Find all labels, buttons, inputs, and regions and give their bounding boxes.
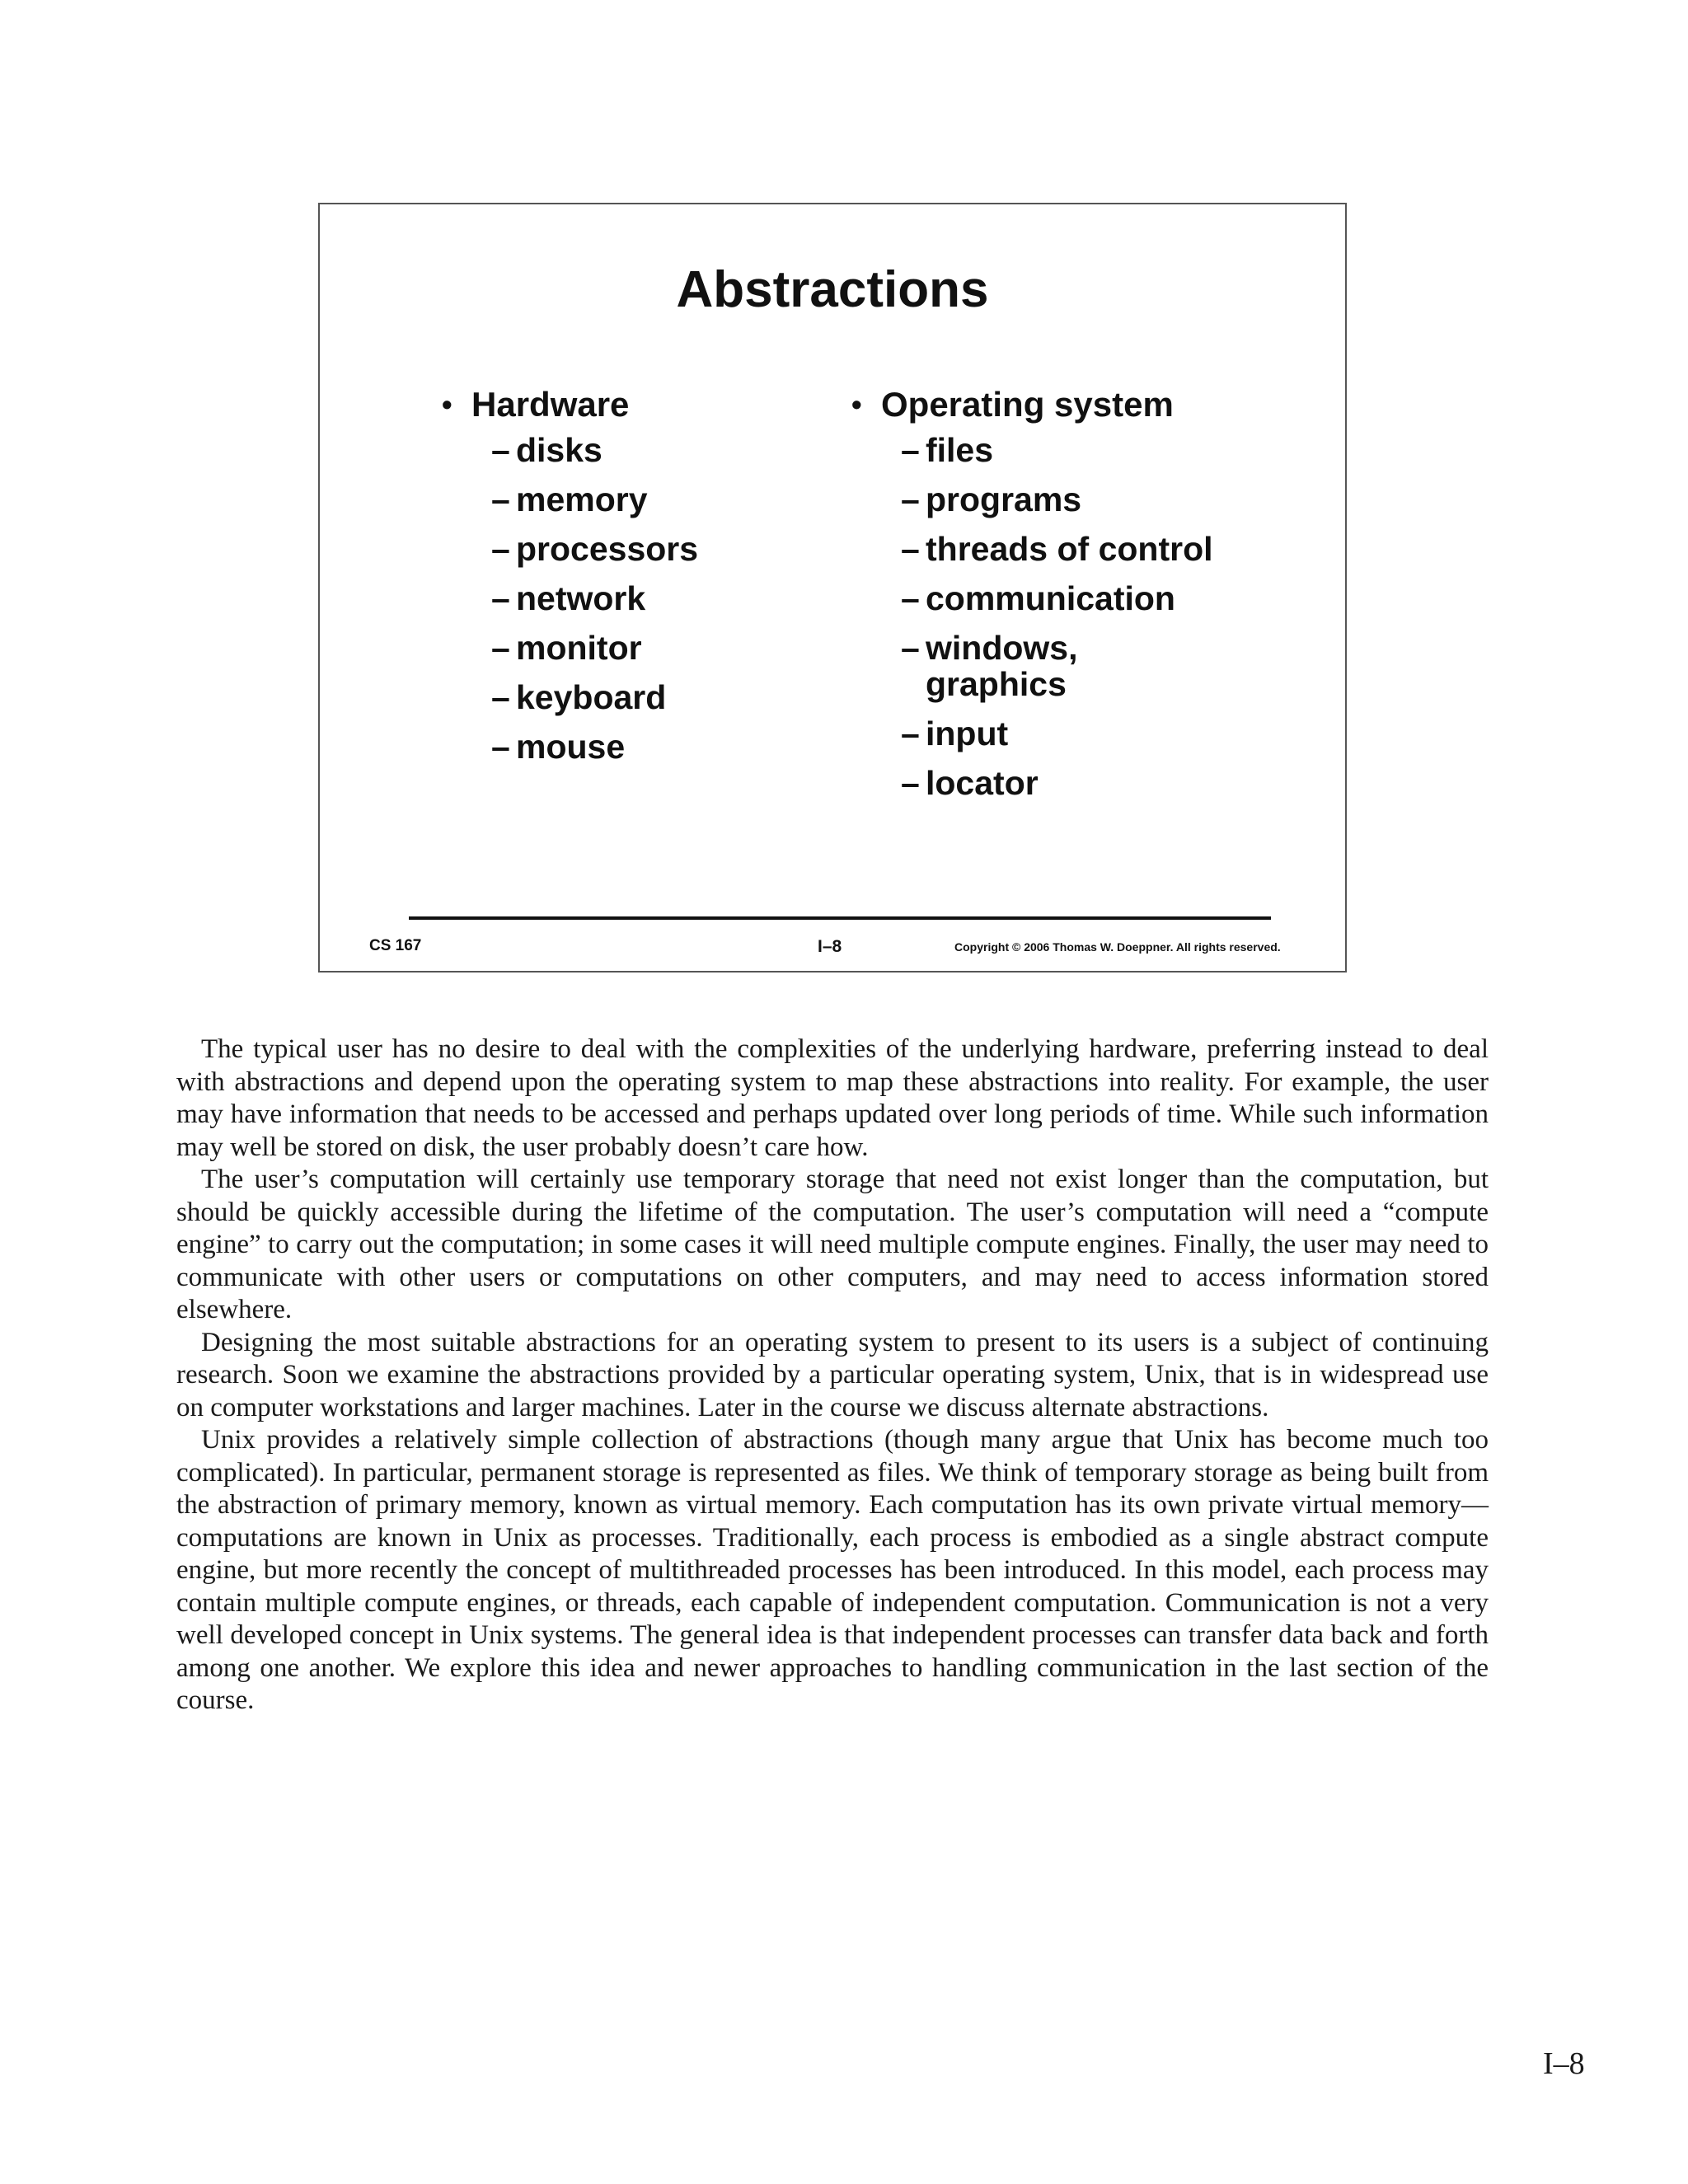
list-item: – memory xyxy=(491,480,648,519)
dash-icon: – xyxy=(901,431,920,470)
dash-icon: – xyxy=(491,530,510,569)
bullet-icon: • xyxy=(851,387,862,421)
hardware-heading xyxy=(442,384,698,425)
paragraph: The typical user has no desire to deal with the complexities of the underlying hardware, preferring instead to deal with abstractions and depend upon the operating system to map these abstractions into reality. For example, the user may have information that needs to be accessed and perhaps updated over long periods of time. While such information may well be stored on disk, the user probably doesn’t care how. xyxy=(176,1034,1489,1162)
paragraph: The user’s computation will certainly use temporary storage that need not exist longer than the computation, but should be quickly accessible during the lifetime of the computation. The user’s computation will need a “compute engine” to carry out the computation; in some cases it will need multiple compute engines. Finally, the user may need to communicate with other users or computations on other computers, and may need to access information stored elsewhere. xyxy=(176,1165,1489,1324)
os-heading xyxy=(851,384,1213,425)
list-item: – monitor xyxy=(491,629,642,668)
dash-icon: – xyxy=(491,629,510,668)
slide-frame xyxy=(318,203,1347,972)
slide-footer-number: I–8 xyxy=(818,937,842,956)
notes-body xyxy=(176,1033,1489,1718)
dash-icon: – xyxy=(901,480,920,519)
dash-icon: – xyxy=(901,629,920,668)
list-item: – disks xyxy=(491,431,603,470)
slide-title: Abstractions xyxy=(676,261,989,318)
list-item: – keyboard xyxy=(491,678,667,717)
list-item: – files xyxy=(901,431,994,470)
page-number: I–8 xyxy=(1543,2046,1585,2081)
list-item: – locator xyxy=(901,764,1039,803)
paragraph: Unix provides a relatively simple collection of abstractions (though many argue that Unix has become much too complicated). In particular, permanent storage is represented as files. We think of temporary storage as being built from the abstraction of primary memory, known as virtual memory. Each computation has its own private virtual memory—computations are known in Unix as processes. Traditionally, each process is embodied as a single abstract compute engine, but more recently the concept of multithreaded processes has been introduced. In this model, each process may contain multiple compute engines, or threads, each capable of independent computation. Communication is not a very well developed concept in Unix systems. The general idea is that independent processes can transfer data back and forth among one another. We explore this idea and newer approaches to handling communication in the last section of the course. xyxy=(176,1425,1489,1715)
dash-icon: – xyxy=(901,764,920,803)
hardware-list xyxy=(442,432,698,765)
hardware-heading-text: Hardware xyxy=(471,385,630,424)
slide-divider xyxy=(409,916,1271,920)
list-item: – mouse xyxy=(491,728,626,766)
slide-footer-copyright: Copyright © 2006 Thomas W. Doeppner. All rights reserved. xyxy=(954,940,1281,954)
os-heading-text: Operating system xyxy=(881,385,1174,424)
dash-icon: – xyxy=(491,579,510,618)
bullet-icon: • xyxy=(442,387,452,421)
list-item: – programs xyxy=(901,480,1082,519)
list-item: – input xyxy=(901,715,1009,753)
slide-footer-course: CS 167 xyxy=(369,937,422,954)
dash-icon: – xyxy=(901,530,920,569)
dash-icon: – xyxy=(491,728,510,766)
list-item: – network xyxy=(491,579,646,618)
dash-icon: – xyxy=(491,678,510,717)
list-item: – processors xyxy=(491,530,699,569)
list-item: – windows, graphics xyxy=(901,629,1078,704)
os-list xyxy=(851,432,1213,801)
list-item: – communication xyxy=(901,579,1175,618)
hardware-column xyxy=(442,384,698,765)
os-column xyxy=(851,384,1213,801)
dash-icon: – xyxy=(491,431,510,470)
dash-icon: – xyxy=(901,579,920,618)
dash-icon: – xyxy=(901,715,920,753)
paragraph: Designing the most suitable abstractions for an operating system to present to its users is a subject of continuing research. Soon we examine the abstractions provided by a particular operating system, Unix, that is in widespread use on computer workstations and larger machines. Later in the course we discuss alternate abstractions. xyxy=(176,1327,1489,1422)
dash-icon: – xyxy=(491,480,510,519)
list-item: – threads of control xyxy=(901,530,1213,569)
